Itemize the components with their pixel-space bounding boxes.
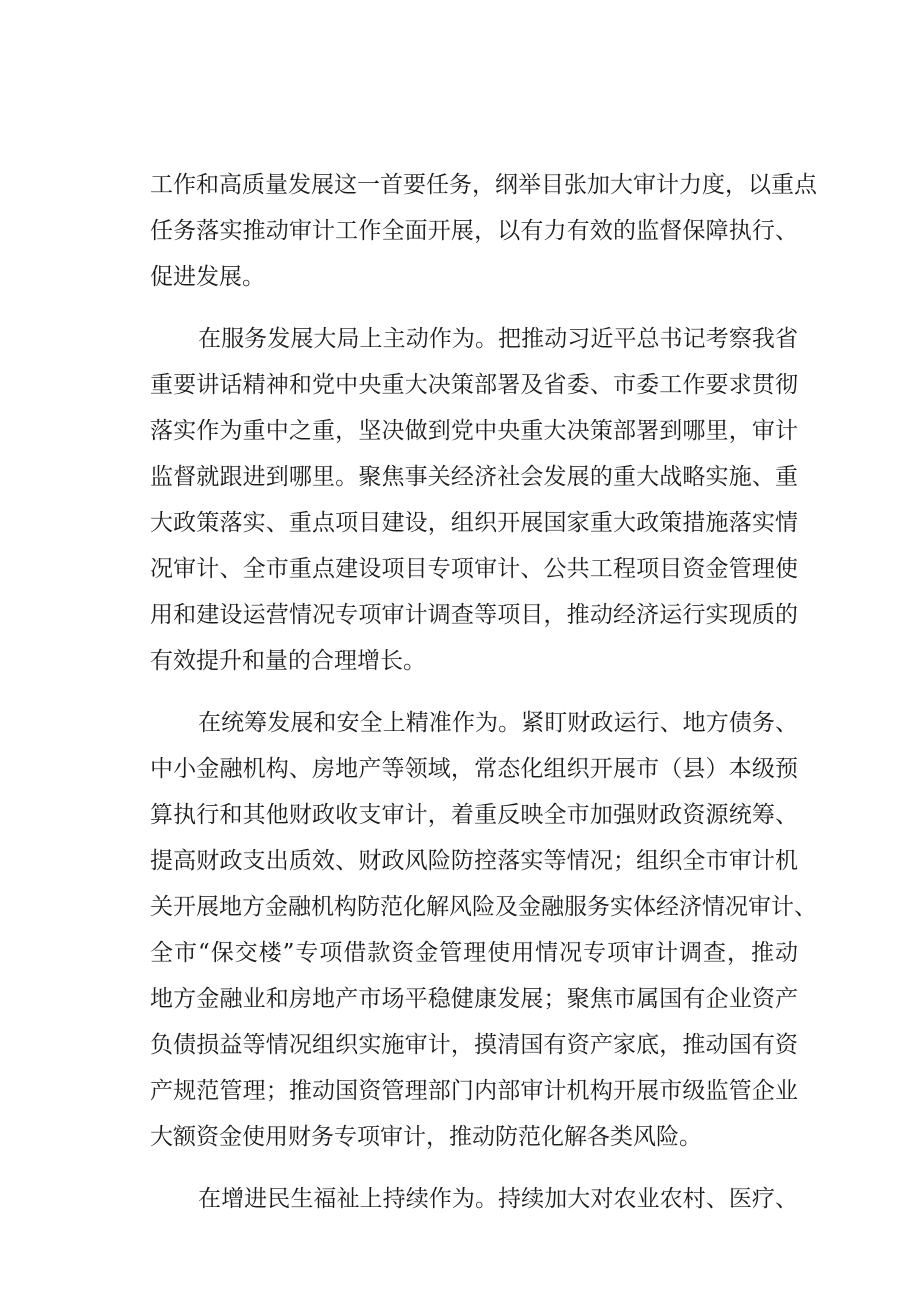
paragraph-1 <box>150 162 817 300</box>
text-line: 全市“保交楼”专项借款资金管理使用情况专项审计调查，推动 <box>150 940 798 966</box>
paragraph-2 <box>150 316 798 684</box>
document-body <box>150 162 817 1222</box>
text-line: 负债损益等情况组织实施审计，摸清国有资产家底，推动国有资 <box>150 1032 798 1058</box>
paragraph-4 <box>150 1176 798 1222</box>
paragraph-gap <box>150 684 798 700</box>
text-line: 工作和高质量发展这一首要任务，纲举目张加大审计力度，以重点 <box>150 172 817 198</box>
text-line: 有效提升和量的合理增长。 <box>150 648 426 674</box>
paragraph-3 <box>150 700 817 1160</box>
text-line: 任务落实推动审计工作全面开展，以有力有效的监督保障执行、 <box>150 218 798 244</box>
paragraph-gap <box>150 1160 798 1176</box>
text-line: 落实作为重中之重，坚决做到党中央重大决策部署到哪里，审计 <box>150 418 798 444</box>
text-line: 用和建设运营情况专项审计调查等项目，推动经济运行实现质的 <box>150 602 798 628</box>
text-line: 重要讲话精神和党中央重大决策部署及省委、市委工作要求贯彻 <box>150 372 798 398</box>
text-line: 大额资金使用财务专项审计，推动防范化解各类风险。 <box>150 1124 702 1150</box>
text-line: 中小金融机构、房地产等领域，常态化组织开展市（县）本级预 <box>150 756 798 782</box>
paragraph-gap <box>150 300 798 316</box>
text-line: 提高财政支出质效、财政风险防控落实等情况；组织全市审计机 <box>150 848 798 874</box>
text-line: 算执行和其他财政收支审计，着重反映全市加强财政资源统筹、 <box>150 802 798 828</box>
text-line: 大政策落实、重点项目建设，组织开展国家重大政策措施落实情 <box>150 510 798 536</box>
text-line: 产规范管理；推动国资管理部门内部审计机构开展市级监管企业 <box>150 1078 798 1104</box>
text-line: 在统筹发展和安全上精准作为。紧盯财政运行、地方债务、 <box>198 710 798 736</box>
text-line: 在增进民生福祉上持续作为。持续加大对农业农村、医疗、 <box>198 1186 798 1212</box>
text-line: 监督就跟进到哪里。聚焦事关经济社会发展的重大战略实施、重 <box>150 464 798 490</box>
text-line: 关开展地方金融机构防范化解风险及金融服务实体经济情况审计、 <box>150 894 817 920</box>
text-line: 在服务发展大局上主动作为。把推动习近平总书记考察我省 <box>198 326 798 352</box>
text-line: 促进发展。 <box>150 264 265 290</box>
text-line: 况审计、全市重点建设项目专项审计、公共工程项目资金管理使 <box>150 556 798 582</box>
text-line: 地方金融业和房地产市场平稳健康发展；聚焦市属国有企业资产 <box>150 986 798 1012</box>
